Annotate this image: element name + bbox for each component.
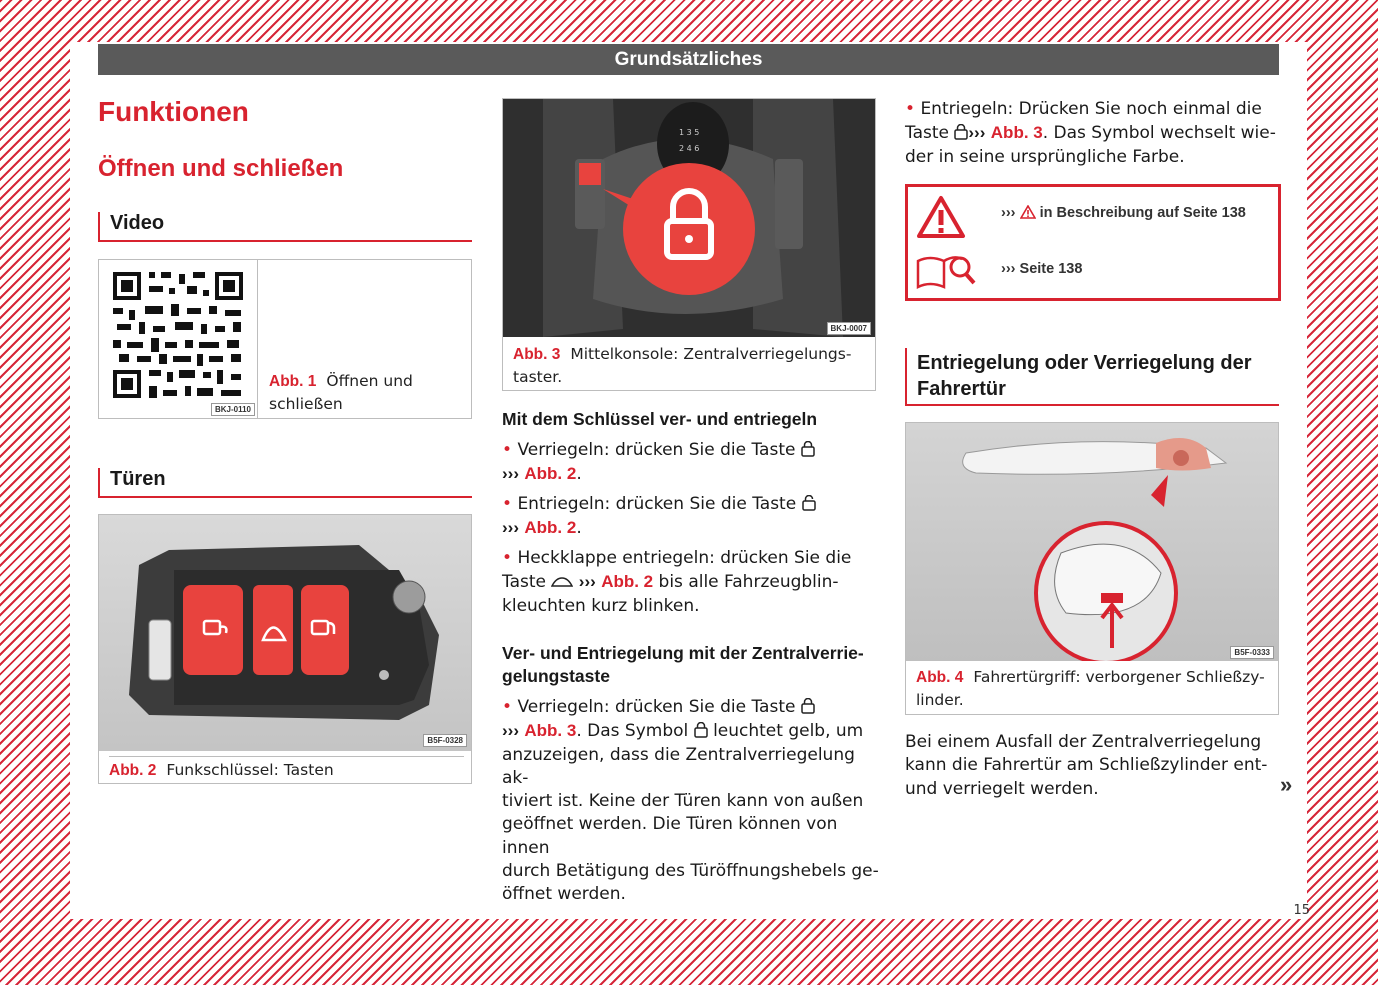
punct: . xyxy=(576,518,582,539)
bullet-text: Verriegeln: drücken Sie die Taste xyxy=(517,440,796,460)
bullet-dot: • xyxy=(905,99,916,119)
lock-icon xyxy=(694,722,708,738)
paragraph-text: Bei einem Ausfall der Zentralverriegelung xyxy=(905,732,1262,752)
tueren-heading: Türen xyxy=(98,468,472,498)
bullet-dot: • xyxy=(502,548,513,568)
caption-text: Öffnen und xyxy=(326,372,413,390)
lock-icon xyxy=(954,124,968,140)
bullet-text: . Das Symbol xyxy=(576,721,689,742)
bullet-unlock-central xyxy=(905,98,1279,169)
paragraph-text: und verriegelt werden. xyxy=(905,778,1099,799)
bullet-text: der in seine ursprüngliche Farbe. xyxy=(905,146,1185,167)
manual-page xyxy=(70,42,1310,919)
ref-arrow: ››› xyxy=(968,123,986,143)
bullet-text: Taste xyxy=(502,572,546,593)
subheading-text: gelungstaste xyxy=(502,666,610,686)
warning-box xyxy=(905,184,1281,301)
figure-code: BKJ-0007 xyxy=(827,322,871,335)
bullet-unlock-key xyxy=(502,493,876,541)
continue-icon: » xyxy=(1280,772,1293,797)
bullet-text: anzuzeigen, dass die Zentralverriegelung ak- xyxy=(502,744,855,788)
bullet-text: öffnet werden. xyxy=(502,884,626,905)
caption-text: Mittelkonsole: Zentralverriegelungs- xyxy=(570,345,852,363)
figure-reference[interactable]: Abb. 3 xyxy=(990,123,1043,143)
ref-arrow: ››› xyxy=(1001,205,1016,221)
figure-label: Abb. 1 xyxy=(269,373,317,390)
figure-reference[interactable]: Abb. 2 xyxy=(524,518,577,538)
bullet-text: kleuchten kurz blinken. xyxy=(502,595,700,616)
figure-2 xyxy=(98,514,472,784)
figure-4 xyxy=(905,422,1279,715)
qr-code[interactable] xyxy=(99,260,258,418)
small-warning-icon xyxy=(1020,205,1036,219)
page-number: 15 xyxy=(1293,903,1310,918)
bullet-text: Entriegeln: Drücken Sie noch einmal die xyxy=(920,99,1262,119)
caption-text: linder. xyxy=(916,691,964,709)
figure-code: B5F-0328 xyxy=(423,734,467,747)
lock-icon xyxy=(801,441,815,457)
bullet-text: . Das Symbol wechselt wie- xyxy=(1042,123,1276,144)
bullet-text: Verriegeln: drücken Sie die Taste xyxy=(517,697,796,717)
figure-reference[interactable]: Abb. 2 xyxy=(601,572,654,592)
bullet-text: Heckklappe entriegeln: drücken Sie die xyxy=(517,548,852,568)
figure-4-caption xyxy=(916,666,1276,711)
svg-text:1 3 5: 1 3 5 xyxy=(679,128,700,137)
bullet-dot: • xyxy=(502,440,513,460)
figure-3 xyxy=(502,98,876,391)
figure-1 xyxy=(98,259,472,419)
bullet-text: bis alle Fahrzeugblin- xyxy=(658,572,839,593)
bullet-text: Entriegeln: drücken Sie die Taste xyxy=(517,494,797,514)
warning-reference-text: in Beschreibung auf Seite 138 xyxy=(1039,205,1246,221)
bullet-text: tiviert ist. Keine der Türen kann von außen xyxy=(502,791,864,812)
console-image xyxy=(503,99,875,337)
bullet-lock-central xyxy=(502,696,882,907)
manual-reference-icon xyxy=(916,253,978,291)
figure-3-caption xyxy=(513,343,873,388)
ref-arrow: ››› xyxy=(1001,261,1016,277)
bullet-lock-key xyxy=(502,439,876,487)
bullet-text: Taste xyxy=(905,123,949,144)
figure-1-caption xyxy=(269,370,459,415)
warning-reference-line[interactable] xyxy=(1001,205,1246,221)
subheading-text: Ver- und Entriegelung mit der Zentralverrie- xyxy=(502,643,864,663)
subheading-key: Mit dem Schlüssel ver- und entriegeln xyxy=(502,409,818,429)
heading-text: Fahrertür xyxy=(917,378,1006,400)
ref-arrow: ››› xyxy=(502,721,519,741)
driver-door-heading xyxy=(905,348,1279,406)
caption-text: Funkschlüssel: Tasten xyxy=(166,761,334,779)
unlock-button xyxy=(301,585,349,675)
punct: . xyxy=(576,464,582,485)
section-title: Öffnen und schließen xyxy=(98,155,344,182)
page-title: Funktionen xyxy=(98,96,249,127)
ref-arrow: ››› xyxy=(502,464,519,484)
video-heading: Video xyxy=(98,212,472,242)
paragraph-text: kann die Fahrertür am Schließzylinder ent- xyxy=(905,755,1268,776)
figure-code: BKJ-0110 xyxy=(211,403,255,416)
subheading-central xyxy=(502,642,864,688)
lock-button xyxy=(183,585,243,675)
door-handle-image xyxy=(906,423,1278,661)
bullet-dot: • xyxy=(502,494,513,514)
caption-text: schließen xyxy=(269,395,343,413)
bullet-text: geöffnet werden. Die Türen können von innen xyxy=(502,814,838,858)
page-reference-line[interactable] xyxy=(1001,261,1082,277)
trunk-button xyxy=(253,585,293,675)
warning-triangle-icon xyxy=(916,195,966,239)
figure-reference[interactable]: Abb. 2 xyxy=(524,464,577,484)
figure-label: Abb. 4 xyxy=(916,669,964,686)
trunk-icon xyxy=(551,577,573,589)
figure-label: Abb. 2 xyxy=(109,762,157,779)
figure-code: B5F-0333 xyxy=(1230,646,1274,659)
caption-text: taster. xyxy=(513,368,563,386)
bullet-text: leuchtet gelb, um xyxy=(713,721,864,742)
page-reference-text: Seite 138 xyxy=(1019,261,1083,277)
bullet-text: durch Betätigung des Türöffnungshebels ge- xyxy=(502,861,879,882)
svg-text:2 4 6: 2 4 6 xyxy=(679,144,700,153)
lock-icon xyxy=(801,698,815,714)
ref-arrow: ››› xyxy=(502,518,519,538)
unlock-icon xyxy=(802,495,816,511)
paragraph-cylinder xyxy=(905,731,1279,801)
caption-text: Fahrertürgriff: verborgener Schließzy- xyxy=(973,668,1265,686)
figure-label: Abb. 3 xyxy=(513,346,561,363)
chapter-header: Grundsätzliches xyxy=(98,44,1279,75)
ref-arrow: ››› xyxy=(578,572,596,592)
figure-reference[interactable]: Abb. 3 xyxy=(524,721,577,741)
figure-2-caption xyxy=(109,756,464,782)
key-fob-image xyxy=(99,515,471,751)
heading-text: Entriegelung oder Verriegelung der xyxy=(917,352,1252,374)
bullet-trunk xyxy=(502,547,876,618)
bullet-dot: • xyxy=(502,697,513,717)
